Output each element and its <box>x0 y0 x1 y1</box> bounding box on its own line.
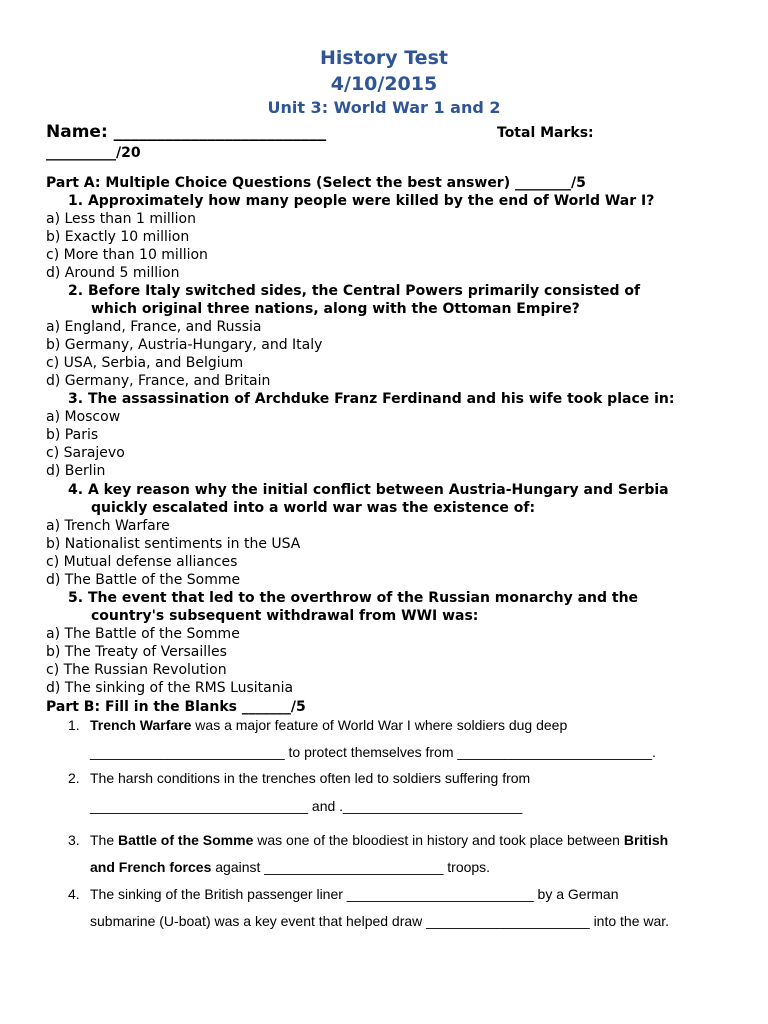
total-marks-value: __________/20 <box>46 145 141 161</box>
option-4a: a) Trench Warfare <box>46 518 170 534</box>
fill-4-number: 4. <box>68 886 80 902</box>
option-2d: d) Germany, France, and Britain <box>46 373 271 389</box>
part-b-heading: Part B: Fill in the Blanks _______/5 <box>46 699 306 715</box>
option-2c: c) USA, Serbia, and Belgium <box>46 355 244 371</box>
part-a-heading: Part A: Multiple Choice Questions (Select the best answer) ________/5 <box>46 175 586 191</box>
option-1a: a) Less than 1 million <box>46 211 196 227</box>
fill-2-line-2: ____________________________ and ._______________________ <box>90 798 523 814</box>
option-2b: b) Germany, Austria-Hungary, and Italy <box>46 337 323 353</box>
option-4b: b) Nationalist sentiments in the USA <box>46 536 301 552</box>
option-5c: c) The Russian Revolution <box>46 662 227 678</box>
option-5b: b) The Treaty of Versailles <box>46 644 227 660</box>
test-date: 4/10/2015 <box>330 73 438 95</box>
option-5d: d) The sinking of the RMS Lusitania <box>46 680 294 696</box>
option-4c: c) Mutual defense alliances <box>46 554 238 570</box>
question-4: 4. A key reason why the initial conflict between Austria-Hungary and Serbia <box>68 482 669 498</box>
question-4-line-2: quickly escalated into a world war was the existence of: <box>91 500 536 516</box>
fill-2-number: 2. <box>68 770 80 786</box>
option-1c: c) More than 10 million <box>46 247 208 263</box>
question-2: 2. Before Italy switched sides, the Central Powers primarily consisted of <box>68 283 641 299</box>
fill-3-line-2: and French forces against _______________________ troops. <box>90 859 491 875</box>
option-1b: b) Exactly 10 million <box>46 229 190 245</box>
total-marks-label: Total Marks: <box>497 125 594 141</box>
fill-4-line-2: submarine (U-boat) was a key event that helped draw _____________________ into the war. <box>90 913 670 929</box>
option-1d: d) Around 5 million <box>46 265 180 281</box>
question-2-line-2: which original three nations, along with the Ottoman Empire? <box>91 301 580 317</box>
unit-subtitle: Unit 3: World War 1 and 2 <box>267 98 501 117</box>
question-3: 3. The assassination of Archduke Franz Ferdinand and his wife took place in: <box>68 391 675 407</box>
fill-1-line-1: Trench Warfare was a major feature of World War I where soldiers dug deep <box>90 717 568 733</box>
option-3c: c) Sarajevo <box>46 445 125 461</box>
fill-4-line-1: The sinking of the British passenger liner ________________________ by a German <box>90 886 619 902</box>
option-2a: a) England, France, and Russia <box>46 319 262 335</box>
fill-2-line-1: The harsh conditions in the trenches often led to soldiers suffering from <box>90 770 531 786</box>
option-3d: d) Berlin <box>46 463 106 479</box>
question-5-line-2: country's subsequent withdrawal from WWI was: <box>91 608 479 624</box>
fill-3-number: 3. <box>68 832 80 848</box>
fill-1-number: 1. <box>68 717 80 733</box>
option-5a: a) The Battle of the Somme <box>46 626 240 642</box>
question-1: 1. Approximately how many people were killed by the end of World War I? <box>68 193 655 209</box>
option-3a: a) Moscow <box>46 409 121 425</box>
fill-3-line-1: The Battle of the Somme was one of the bloodiest in history and took place between British <box>90 832 669 848</box>
question-5: 5. The event that led to the overthrow of the Russian monarchy and the <box>68 590 639 606</box>
option-4d: d) The Battle of the Somme <box>46 572 241 588</box>
page-title: History Test <box>320 47 448 69</box>
name-field-label: Name: _________________________ <box>46 122 327 142</box>
fill-1-line-2: _________________________ to protect themselves from _________________________. <box>90 744 656 760</box>
option-3b: b) Paris <box>46 427 99 443</box>
